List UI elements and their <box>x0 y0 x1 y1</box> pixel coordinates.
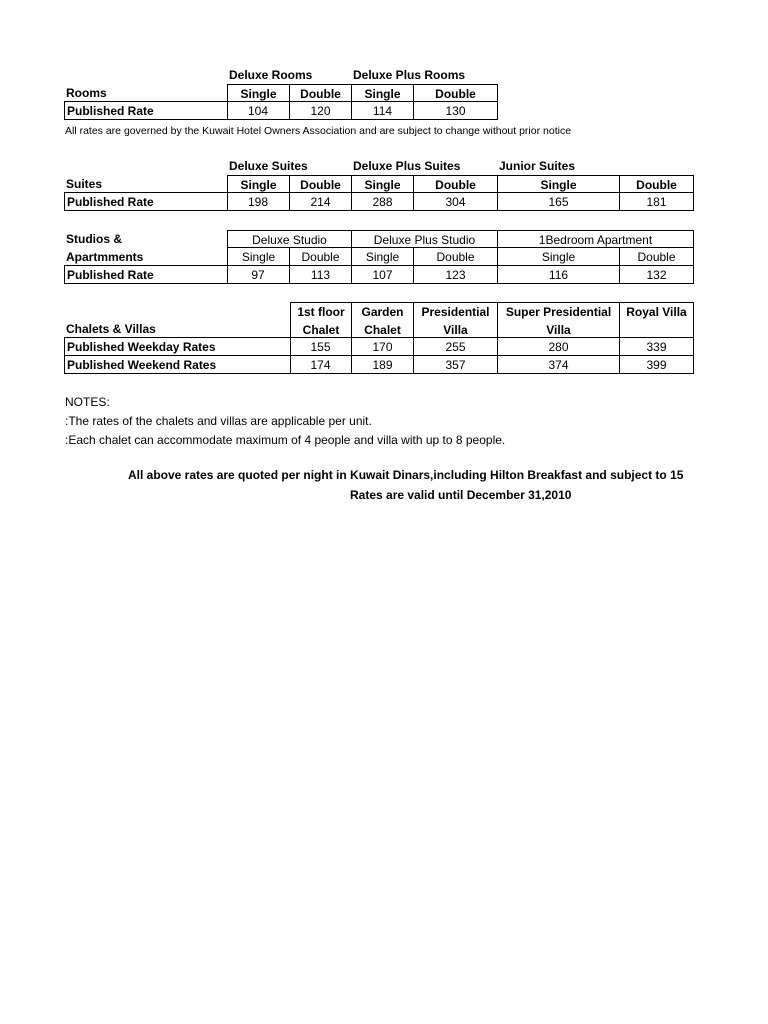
chalet-col-header-line2: Chalet <box>364 323 401 337</box>
studios-group-deluxe-plus: Deluxe Plus Studio <box>352 230 498 248</box>
rooms-rate-value: 114 <box>352 102 414 120</box>
suites-rate-value: 214 <box>290 193 352 211</box>
studios-rate-value: 97 <box>227 266 290 284</box>
suites-group-deluxe-plus: Deluxe Plus Suites <box>353 159 461 173</box>
studios-header-row <box>0 248 768 266</box>
rooms-label: Rooms <box>64 84 228 102</box>
studios-label-line1: Studios & <box>66 232 122 246</box>
rooms-footnote: All rates are governed by the Kuwait Hotel Owners Association and are subject to change without prior notice <box>65 125 572 137</box>
studios-col-header: Single <box>498 248 620 266</box>
suites-group-junior: Junior Suites <box>499 159 576 173</box>
chalet-col-header-line2: Villa <box>546 323 571 337</box>
footer-rates-statement: All above rates are quoted per night in Kuwait Dinars,including Hilton Breakfast and subject to 15 <box>128 468 684 482</box>
suites-rate-value: 165 <box>498 193 620 211</box>
chalet-col-header-line2: Chalet <box>302 323 340 337</box>
studios-rate-value: 116 <box>498 266 620 284</box>
suites-row-label: Published Rate <box>64 193 228 211</box>
chalets-row-label: Published Weekend Rates <box>64 356 291 374</box>
studios-rate-value: 107 <box>352 266 414 284</box>
suites-label: Suites <box>64 175 228 193</box>
studios-rate-value: 132 <box>620 266 694 284</box>
suites-col-header: Double <box>620 175 694 193</box>
rooms-group-header <box>0 66 768 84</box>
suites-col-header: Single <box>498 175 620 193</box>
rooms-header-row <box>0 84 768 102</box>
rooms-col-header: Single <box>352 84 414 102</box>
footer-validity: Rates are valid until December 31,2010 <box>350 488 572 502</box>
chalet-col-header <box>414 302 498 338</box>
studios-rate-value: 113 <box>290 266 352 284</box>
suites-col-header: Double <box>290 175 352 193</box>
chalet-col-header <box>498 302 620 338</box>
chalets-rate-value: 155 <box>290 338 352 356</box>
chalets-header-row <box>0 302 768 338</box>
studios-rate-value: 123 <box>414 266 498 284</box>
studios-col-header: Single <box>352 248 414 266</box>
chalets-rate-value: 189 <box>352 356 414 374</box>
chalet-col-header-line1: Garden <box>361 305 404 319</box>
chalet-col-header <box>352 302 414 338</box>
chalets-rate-value: 280 <box>498 338 620 356</box>
notes-heading: NOTES: <box>65 395 110 409</box>
chalets-rate-value: 170 <box>352 338 414 356</box>
studios-col-header: Double <box>414 248 498 266</box>
rooms-col-header: Single <box>227 84 290 102</box>
rooms-rate-value: 120 <box>290 102 352 120</box>
suites-header-row <box>0 175 768 193</box>
rooms-rate-row <box>0 102 768 120</box>
studios-col-header: Single <box>227 248 290 266</box>
chalet-col-header-line1: Royal Villa <box>626 305 687 319</box>
suites-rate-value: 288 <box>352 193 414 211</box>
studios-col-header: Double <box>620 248 694 266</box>
rooms-group-deluxe: Deluxe Rooms <box>229 68 313 82</box>
chalets-weekday-row <box>0 338 768 356</box>
studios-group-apartment: 1Bedroom Apartment <box>498 230 694 248</box>
suites-col-header: Single <box>352 175 414 193</box>
notes-line: :Each chalet can accommodate maximum of 4 people and villa with up to 8 people. <box>65 433 506 447</box>
rooms-group-deluxe-plus: Deluxe Plus Rooms <box>353 68 466 82</box>
studios-group-row <box>0 230 768 248</box>
rooms-row-label: Published Rate <box>64 102 228 120</box>
chalets-rate-value: 374 <box>498 356 620 374</box>
chalets-rate-value: 357 <box>414 356 498 374</box>
chalet-col-header-line1: 1st floor <box>297 305 345 319</box>
suites-rate-value: 198 <box>227 193 290 211</box>
chalet-col-header-line1: Presidential <box>421 305 490 319</box>
chalet-col-header <box>290 302 352 338</box>
chalets-rate-value: 399 <box>620 356 694 374</box>
studios-rate-row <box>0 266 768 284</box>
suites-col-header: Single <box>227 175 290 193</box>
chalet-col-header <box>620 302 694 338</box>
chalet-col-header-line1: Super Presidential <box>505 305 612 319</box>
suites-rate-value: 304 <box>414 193 498 211</box>
rooms-col-header: Double <box>290 84 352 102</box>
rooms-col-header: Double <box>414 84 498 102</box>
chalets-row-label: Published Weekday Rates <box>64 338 291 356</box>
suites-rate-value: 181 <box>620 193 694 211</box>
chalets-label: Chalets & Villas <box>64 302 291 338</box>
studios-label-line2: Apartmments <box>64 248 228 266</box>
chalets-weekend-row <box>0 356 768 374</box>
notes-line: :The rates of the chalets and villas are applicable per unit. <box>65 414 372 428</box>
rooms-rate-value: 130 <box>414 102 498 120</box>
suites-group-header <box>0 157 768 175</box>
suites-group-deluxe: Deluxe Suites <box>229 159 308 173</box>
chalet-col-header-line2: Villa <box>443 323 468 337</box>
studios-col-header: Double <box>290 248 352 266</box>
studios-row-label: Published Rate <box>64 266 228 284</box>
suites-col-header: Double <box>414 175 498 193</box>
suites-rate-row <box>0 193 768 211</box>
chalets-rate-value: 255 <box>414 338 498 356</box>
rooms-rate-value: 104 <box>227 102 290 120</box>
chalets-rate-value: 339 <box>620 338 694 356</box>
chalets-rate-value: 174 <box>290 356 352 374</box>
studios-group-deluxe: Deluxe Studio <box>227 230 352 248</box>
